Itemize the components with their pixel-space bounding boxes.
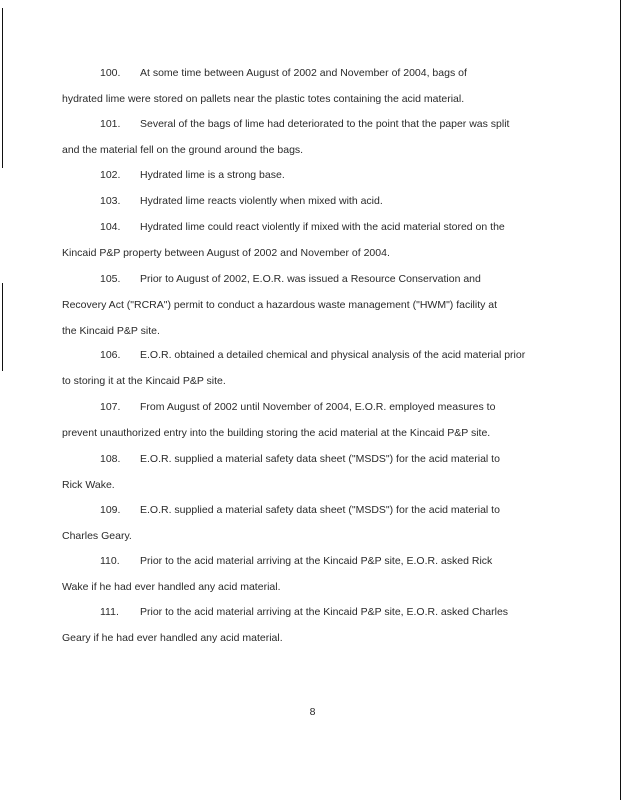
- paragraph-108: [62, 446, 542, 498]
- right-page-edge: [620, 0, 621, 800]
- paragraph-104: [62, 214, 542, 266]
- paragraph-number: 104.: [100, 221, 121, 233]
- paragraph-text: E.O.R. supplied a material safety data sheet ("MSDS") for the acid material to: [140, 453, 500, 465]
- paragraph-text: Hydrated lime is a strong base.: [140, 169, 285, 181]
- paragraph-number: 107.: [100, 401, 121, 413]
- paragraph-105: [62, 266, 542, 344]
- paragraph-text-continued: the Kincaid P&P site.: [62, 325, 160, 337]
- paragraph-number: 102.: [100, 169, 121, 181]
- paragraph-text: Several of the bags of lime had deteriorated to the point that the paper was split: [140, 118, 510, 130]
- paragraph-text-continued: prevent unauthorized entry into the building storing the acid material at the Kincaid P&P site.: [62, 427, 491, 439]
- paragraph-number: 108.: [100, 453, 121, 465]
- paragraph-number: 103.: [100, 195, 121, 207]
- paragraph-text-continued: Recovery Act ("RCRA") permit to conduct a hazardous waste management ("HWM") facility at: [62, 299, 498, 311]
- paragraph-text: Prior to August of 2002, E.O.R. was issued a Resource Conservation and: [140, 273, 481, 285]
- page-number: 8: [309, 706, 316, 718]
- paragraph-number: 111.: [100, 606, 119, 618]
- paragraph-text: E.O.R. obtained a detailed chemical and physical analysis of the acid material prior: [140, 349, 526, 361]
- paragraph-text-continued: and the material fell on the ground around the bags.: [62, 144, 304, 156]
- paragraph-text: At some time between August of 2002 and November of 2004, bags of: [140, 67, 467, 79]
- paragraph-text: Hydrated lime could react violently if mixed with the acid material stored on the: [140, 221, 505, 233]
- paragraph-101: [62, 111, 542, 163]
- paragraph-106: [62, 342, 542, 394]
- paragraph-103: [62, 188, 542, 214]
- paragraph-text-continued: Geary if he had ever handled any acid material.: [62, 632, 283, 644]
- paragraph-text-continued: Charles Geary.: [62, 530, 132, 542]
- paragraph-100: [62, 60, 542, 112]
- paragraph-number: 110.: [100, 555, 120, 567]
- left-margin-mark-top: [2, 8, 3, 168]
- left-margin-mark-middle: [2, 283, 3, 371]
- paragraph-text: Prior to the acid material arriving at the Kincaid P&P site, E.O.R. asked Rick: [140, 555, 493, 567]
- paragraph-text-continued: Kincaid P&P property between August of 2002 and November of 2004.: [62, 247, 390, 259]
- paragraph-number: 105.: [100, 273, 121, 285]
- paragraph-number: 106.: [100, 349, 121, 361]
- paragraph-110: [62, 548, 542, 600]
- paragraph-text: From August of 2002 until November of 2004, E.O.R. employed measures to: [140, 401, 496, 413]
- paragraph-111: [62, 599, 542, 651]
- paragraph-text-continued: Wake if he had ever handled any acid material.: [62, 581, 281, 593]
- paragraph-text: Hydrated lime reacts violently when mixed with acid.: [140, 195, 383, 207]
- paragraph-text: E.O.R. supplied a material safety data sheet ("MSDS") for the acid material to: [140, 504, 500, 516]
- paragraph-number: 109.: [100, 504, 121, 516]
- paragraph-text: Prior to the acid material arriving at the Kincaid P&P site, E.O.R. asked Charles: [140, 606, 509, 618]
- paragraph-text-continued: Rick Wake.: [62, 479, 115, 491]
- paragraph-number: 100.: [100, 67, 121, 79]
- paragraph-107: [62, 394, 542, 446]
- paragraph-109: [62, 497, 542, 549]
- paragraph-102: [62, 162, 542, 188]
- paragraph-text-continued: to storing it at the Kincaid P&P site.: [62, 375, 226, 387]
- paragraph-number: 101.: [100, 118, 121, 130]
- paragraph-text-continued: hydrated lime were stored on pallets near the plastic totes containing the acid material.: [62, 93, 465, 105]
